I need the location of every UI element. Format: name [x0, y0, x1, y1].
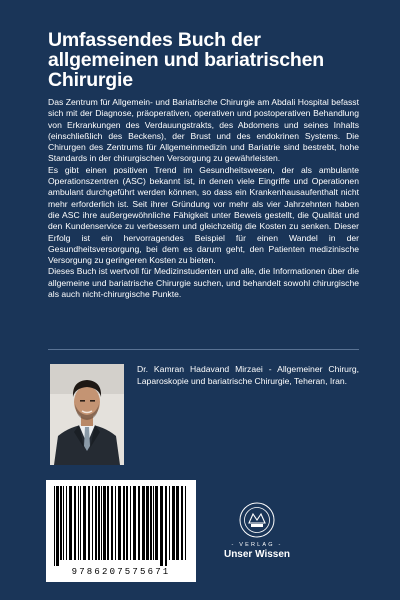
isbn-number: 9786207575671 [71, 567, 171, 577]
barcode-bar [111, 486, 113, 560]
section-divider [48, 349, 359, 350]
barcode-bar [169, 486, 170, 560]
barcode-bar [153, 486, 154, 560]
barcode-bar [103, 486, 106, 560]
barcode-bar [83, 486, 86, 560]
barcode-bars [52, 486, 190, 566]
author-photo [50, 364, 124, 465]
barcode-bar [165, 486, 167, 566]
barcode-bar [95, 486, 97, 560]
barcode-bar [54, 486, 55, 566]
barcode-bar [142, 486, 145, 560]
barcode-bar [181, 486, 183, 560]
publisher-name: Unser Wissen [223, 549, 291, 560]
barcode-bar [60, 486, 62, 560]
barcode-bar [155, 486, 158, 560]
author-bio: Dr. Kamran Hadavand Mirzaei - Allgemeiner Chirurg, Laparoskopie und bariatrische Chirurgie, Teheran, Iran. [137, 364, 359, 386]
barcode-bar [176, 486, 179, 560]
barcode-bar [88, 486, 90, 560]
blurb-paragraph: Das Zentrum für Allgemein- und Bariatrische Chirurgie am Abdali Hospital befasst sich mit der Diagnose, präoperativen, operativen und postoperativen Behandlung von Erkrankungen des Verdauungstrakts, des Abdomens und seines Inhalts (einschließlich des Beckens), der Brust und des endokrinen Systems. Die Chirurgen des Zentrums für Allgemeinmedizin und Bariatrie sind bestrebt, hohe Standards in der chirurgischen Versorgung zu gewährleisten. [48, 97, 359, 164]
blurb-text [48, 97, 359, 300]
barcode-bar [150, 486, 152, 560]
barcode-bar [78, 486, 79, 560]
publisher-verlag-label: - VERLAG - [231, 542, 283, 548]
barcode-bar [126, 486, 128, 560]
barcode-bar [146, 486, 149, 560]
isbn-barcode [46, 480, 196, 582]
barcode-bar [56, 486, 59, 566]
barcode-bar [98, 486, 100, 560]
barcode-bar [118, 486, 121, 560]
publisher-seal-icon [239, 502, 275, 538]
barcode-bar [74, 486, 76, 560]
barcode-bar [138, 486, 140, 560]
book-title: Umfassendes Buch der allgemeinen und bariatrischen Chirurgie [48, 29, 324, 91]
barcode-bar [107, 486, 109, 560]
barcode-bar [101, 486, 102, 560]
barcode-bar [172, 486, 175, 560]
publisher-logo [222, 502, 292, 560]
barcode-bar [69, 486, 72, 560]
barcode-bar [123, 486, 125, 560]
barcode-bar [63, 486, 64, 560]
barcode-bar [160, 486, 163, 566]
barcode-bar [80, 486, 81, 560]
blurb-paragraph: Es gibt einen positiven Trend im Gesundheitswesen, der als ambulante Operationszentren (ASC) bekannt ist, in denen viele Eingriffe und Operationen ambulant durchgeführt werden können, so dass ein Krankenhausaufenthalt nicht mehr erforderlich ist. Seit ihrer Gründung vor mehr als vier Jahrzehnten haben die ASC ihre außergewöhnliche Fähigkeit unter Beweis gestellt, die Qualität und den Kundenservice zu verbessern und gleichzeitig die Kosten zu senken. Dieser Erfolg ist ein hervorragendes Beispiel für einen Wandel in der Gesundheitsversorgung, bei dem es darum geht, den Patienten medizinische Versorgung zu geringeren Kosten zu bieten. [48, 164, 359, 266]
barcode-bar [115, 486, 116, 560]
barcode-bar [130, 486, 131, 560]
barcode-bar [133, 486, 136, 560]
barcode-bar [92, 486, 93, 560]
barcode-bar [66, 486, 67, 560]
author-portrait-image [50, 364, 124, 465]
barcode-bar [185, 486, 186, 560]
blurb-paragraph: Dieses Buch ist wertvoll für Medizinstudenten und alle, die Informationen über die allgemeine und bariatrische Chirurgie suchen, und behandelt sowohl chirurgische als auch nicht-chirurgische Punkte. [48, 266, 359, 300]
